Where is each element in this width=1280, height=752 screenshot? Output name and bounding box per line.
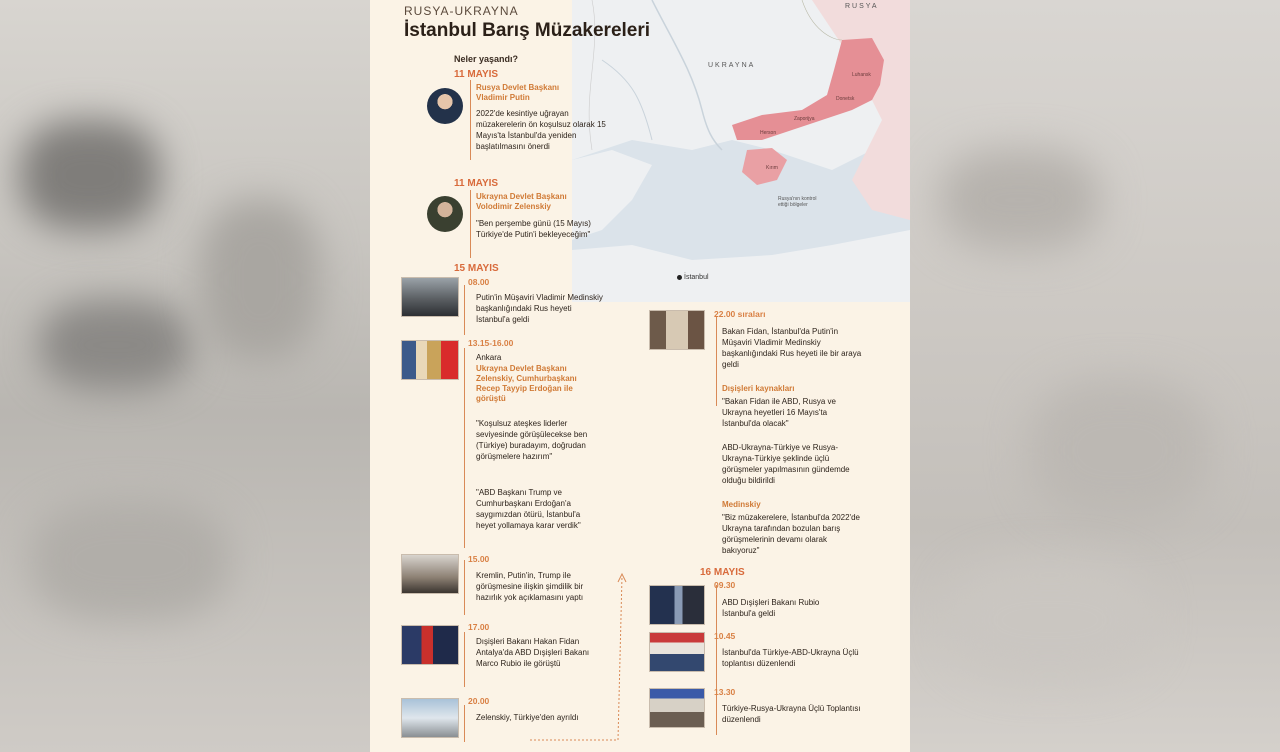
map-region-crimea: Kırım (766, 165, 778, 171)
date-label: 16 MAYIS (700, 567, 745, 578)
event-text: Türkiye-Rusya-Ukrayna Üçlü Toplantısı düzenlendi (722, 704, 861, 724)
photo-thumbnail (401, 554, 459, 594)
source-label: Dışişleri kaynakları (722, 384, 795, 393)
map-label-russia: RUSYA (845, 3, 879, 10)
istanbul-pin-icon (677, 275, 682, 280)
map-region-luhansk: Luhansk (852, 72, 871, 78)
time-label: 15.00 (468, 554, 490, 564)
source-label: Medinskiy (722, 500, 761, 509)
photo-thumbnail (401, 277, 459, 317)
time-label: 10.45 (714, 631, 736, 641)
event-text: İstanbul'da Türkiye-ABD-Ukrayna Üçlü toplantısı düzenlendi (722, 648, 859, 668)
event-text: Zelenskiy, Türkiye'den ayrıldı (476, 713, 579, 722)
photo-thumbnail (649, 688, 705, 728)
event-text: Bakan Fidan, İstanbul'da Putin'in Müşaviri Vladimir Medinskiy başkanlığındaki Rus heyeti ile bir araya geldi (722, 327, 862, 369)
map-region-donetsk: Donetsk (836, 96, 855, 102)
timeline-line (464, 285, 465, 335)
timeline-line (464, 632, 465, 687)
date-label: 11 MAYIS (454, 69, 499, 80)
map-region-zaporijya: Zaporijya (794, 116, 815, 122)
time-label: 13.15-16.00 (468, 338, 514, 348)
map-note: Rusya'nın kontrol ettiği bölgeler (778, 196, 817, 208)
timeline-line (464, 348, 465, 548)
map-region-herson: Herson (760, 130, 777, 136)
quote-text: "ABD Başkanı Trump ve Cumhurbaşkanı Erdoğan'a saygımızdan ötürü, İstanbul'a heyet yollamaya karar verdik" (476, 488, 581, 530)
quote-text: "Koşulsuz ateşkes liderler seviyesinde görüşülecekse ben (Türkiye) buradayım, doğrudan görüşmelere hazırım" (476, 419, 588, 461)
event-title: Ukrayna Devlet Başkanı Zelenskiy, Cumhurbaşkanı Recep Tayyip Erdoğan ile görüştü (476, 364, 577, 403)
timeline-line (464, 705, 465, 742)
event-text: 2022'de kesintiye uğrayan müzakerelerin ön koşulsuz olarak 15 Mayıs'ta İstanbul'da yeniden başlatılmasını önerdi (476, 109, 606, 151)
photo-thumbnail (401, 625, 459, 665)
time-label: 13.30 (714, 687, 736, 697)
event-title: Ukrayna Devlet Başkanı Volodimir Zelenskiy (476, 192, 567, 211)
timeline-line (716, 316, 717, 406)
map-label-istanbul: İstanbul (684, 274, 709, 281)
connector-arrow (530, 572, 630, 744)
kicker: RUSYA-UKRAYNA (404, 4, 519, 18)
event-pretext: Ankara (476, 353, 502, 362)
photo-thumbnail (649, 632, 705, 672)
time-label: 20.00 (468, 696, 490, 706)
timeline-line (470, 80, 471, 160)
timeline-line (464, 560, 465, 615)
event-text: "Ben perşembe günü (15 Mayıs) Türkiye'de Putin'i bekleyeceğim" (476, 219, 591, 239)
infographic-poster (370, 0, 910, 752)
page-title: İstanbul Barış Müzakereleri (404, 20, 651, 41)
photo-thumbnail (401, 340, 459, 380)
blurred-background-left (0, 0, 370, 752)
quote-text: "Biz müzakerelere, İstanbul'da 2022'de Ukrayna tarafından bozulan barış görüşmelerinin devamı olarak bakıyoruz" (722, 513, 860, 555)
event-title: Rusya Devlet Başkanı Vladimir Putin (476, 83, 560, 102)
quote-text: "Bakan Fidan ile ABD, Rusya ve Ukrayna heyetleri 16 Mayıs'ta İstanbul'da olacak" (722, 397, 837, 428)
time-label: 17.00 (468, 622, 490, 632)
photo-thumbnail (401, 698, 459, 738)
info-text: ABD-Ukrayna-Türkiye ve Rusya-Ukrayna-Türkiye şeklinde üçlü görüşmeler yapılmasının gündemde olduğu bildirildi (722, 443, 850, 485)
event-text: Putin'in Müşaviri Vladimir Medinskiy başkanlığındaki Rus heyeti İstanbul'a geldi (476, 293, 603, 324)
subhead: Neler yaşandı? (454, 54, 519, 64)
timeline-line (716, 585, 717, 735)
time-label: 08.00 (468, 277, 490, 287)
event-text: Kremlin, Putin'in, Trump ile görüşmesine ilişkin şimdilik bir hazırlık yok açıklamasını yaptı (476, 571, 584, 602)
blurred-background-right (910, 0, 1280, 752)
photo-thumbnail (649, 585, 705, 625)
time-label: 22.00 sıraları (714, 309, 766, 319)
photo-thumbnail (649, 310, 705, 350)
event-text: Dışişleri Bakanı Hakan Fidan Antalya'da ABD Dışişleri Bakanı Marco Rubio ile görüştü (476, 637, 590, 668)
event-text: ABD Dışişleri Bakanı Rubio İstanbul'a geldi (722, 598, 820, 618)
time-label: 09.30 (714, 580, 736, 590)
map-svg (572, 0, 910, 302)
date-label: 15 MAYIS (454, 263, 499, 274)
zelensky-avatar (427, 196, 463, 232)
date-label: 11 MAYIS (454, 178, 499, 189)
map-label-ukraine: UKRAYNA (708, 62, 756, 69)
timeline-line (470, 190, 471, 258)
map (572, 0, 910, 302)
putin-avatar (427, 88, 463, 124)
